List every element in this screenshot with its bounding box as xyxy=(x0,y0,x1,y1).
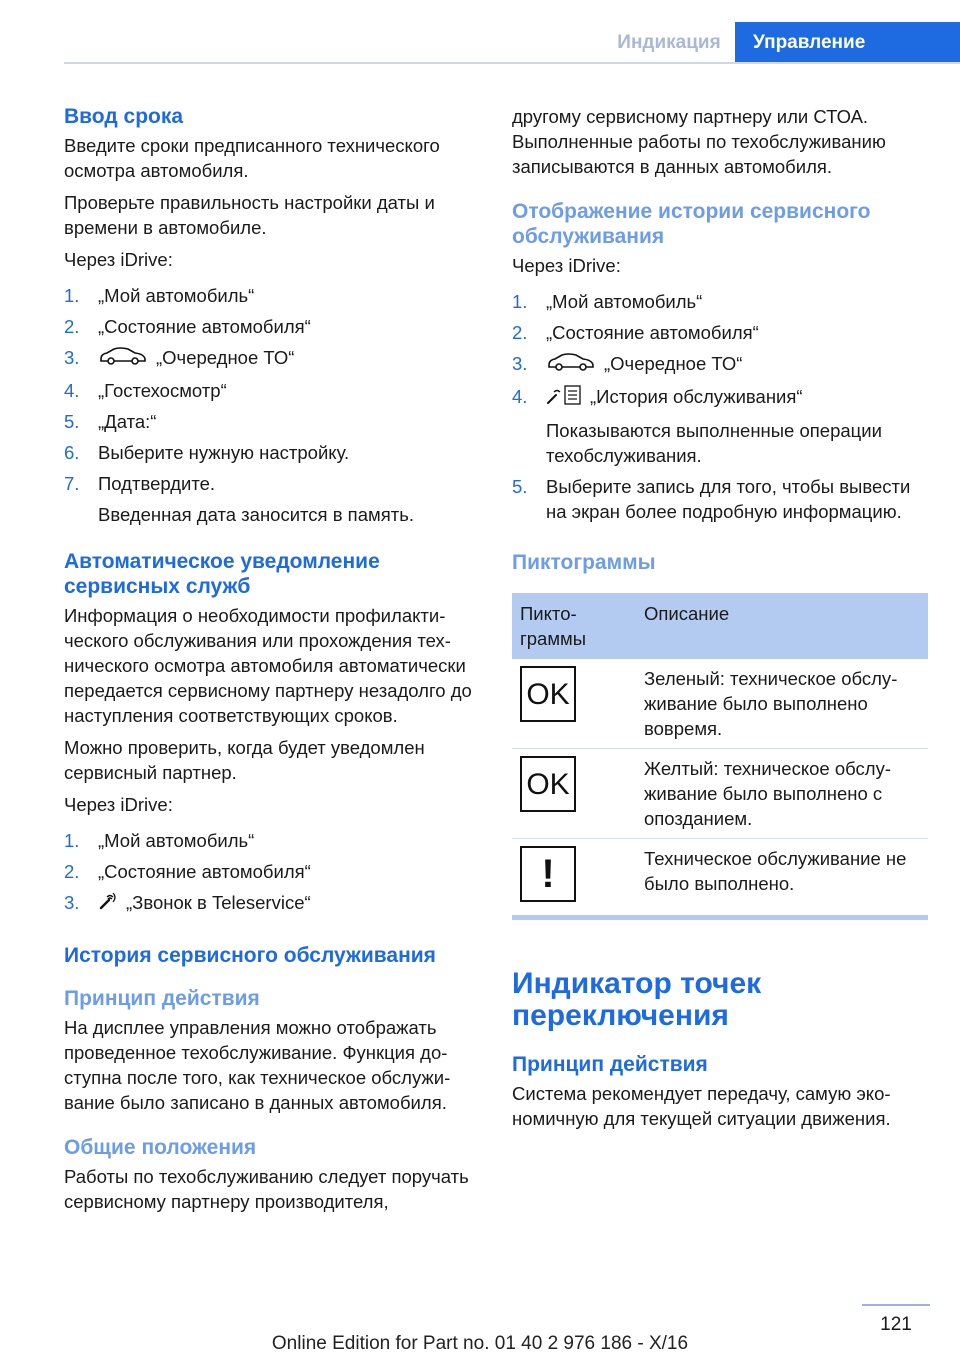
list-item: 5. Выберите запись для того, чтобы вывести на экран более подробную информацию. xyxy=(512,476,911,523)
list-item: 4. „История обслуживания“ Показываются выполненные операции техобслуживания. xyxy=(512,386,882,467)
table-cell-description: Техническое обслуживание не было выполнено. xyxy=(644,848,907,895)
subsection-title-general: Общие положения xyxy=(64,1136,257,1160)
paragraph: На дисплее управления можно отображать проведенное техобслуживание. Функция доступна после того, как техническое обслуживание было записано в данных автомобиля. xyxy=(64,1017,451,1114)
list-item: 6. Выберите нужную настройку. xyxy=(64,442,350,464)
list-item: 3. „Очередное ТО“ xyxy=(512,351,928,378)
header-tab-indication: Индикация xyxy=(617,32,721,53)
table-header-description: Описание xyxy=(636,593,928,659)
edition-line: Online Edition for Part no. 01 40 2 976 186 - X/16 xyxy=(271,1333,689,1354)
steps-list-date xyxy=(64,283,484,527)
list-item: 2. „Состояние автомобиля“ xyxy=(512,322,759,343)
page-number: 121 xyxy=(880,1314,912,1335)
footer-rule xyxy=(862,1304,930,1306)
table-cell-description: Желтый: техническое обслуживание было выполнено с опозданием. xyxy=(636,749,928,839)
exclamation-pictogram: ! xyxy=(520,846,576,902)
header-rule xyxy=(64,62,960,64)
subsection-title-principle: Принцип действия xyxy=(64,987,260,1011)
section-title-service-history: История сервисного обслуживания xyxy=(64,944,436,968)
paragraph: Введите сроки предписанного технического осмотра автомобиля. xyxy=(64,135,440,181)
chapter-title-shift-indicator: Индикатор точек переключения xyxy=(512,967,762,1033)
list-item: 4. „Гостехосмотр“ xyxy=(64,380,227,402)
subsection-title-principle: Принцип действия xyxy=(512,1053,708,1077)
paragraph: Проверьте правильность настройки даты и времени в автомобиле. xyxy=(64,192,435,238)
paragraph: Через iDrive: xyxy=(512,255,621,276)
right-column xyxy=(512,98,928,1131)
section-title-auto-notification: Автоматическое уведомление сервисных служб xyxy=(64,550,380,599)
table-row xyxy=(512,749,928,839)
paragraph: Система рекомендует передачу, самую экономичную для текущей ситуации движения. xyxy=(512,1083,891,1130)
steps-list-history xyxy=(512,289,928,524)
list-item: 1. „Мой автомобиль“ xyxy=(64,285,255,306)
car-icon xyxy=(98,346,148,372)
paragraph: Через iDrive: xyxy=(64,249,173,270)
table-cell-description: Зеленый: техническое обслуживание было выполнено вовремя. xyxy=(636,659,928,749)
ok-green-pictogram: OK xyxy=(520,666,576,722)
left-column xyxy=(64,98,484,1214)
list-item: 1. „Мой автомобиль“ xyxy=(512,291,703,312)
list-item: 1. „Мой автомобиль“ xyxy=(64,830,255,852)
section-title-date-entry: Ввод срока xyxy=(64,105,184,128)
list-item: 2. „Состояние автомобиля“ xyxy=(64,316,311,337)
paragraph: Через iDrive: xyxy=(64,794,173,816)
list-item: 3. „Очередное ТО“ xyxy=(64,345,484,372)
service-history-icon xyxy=(546,384,582,412)
wrench-signal-icon xyxy=(98,891,118,917)
list-item: 2. „Состояние автомобиля“ xyxy=(64,861,311,883)
section-title-show-history: Отображение истории сервисного обслуживания xyxy=(512,200,871,248)
paragraph: Информация о необходимости профилактического обслуживания или прохождения технического осмотра автомобиля автоматически передается сервисному партнеру незадолго до наступления соответствующих сроков. xyxy=(64,605,472,727)
ok-yellow-pictogram: OK xyxy=(520,756,576,812)
paragraph: другому сервисному партнеру или СТОА. Выполненные работы по техобслуживанию записываются в данных автомобиля. xyxy=(512,106,886,177)
table-row xyxy=(512,839,928,910)
list-item: 7. Подтвердите. Введенная дата заносится в память. xyxy=(64,473,414,526)
paragraph: Можно проверить, когда будет уведомлен сервисный партнер. xyxy=(64,737,425,784)
list-item: 3. „Звонок в Teleservice“ xyxy=(64,890,484,917)
paragraph: Работы по техобслуживанию следует поручать сервисному партнеру производителя, xyxy=(64,1166,469,1213)
steps-list-teleservice xyxy=(64,828,484,917)
table-row xyxy=(512,659,928,749)
list-item: 5. „Дата:“ xyxy=(64,411,157,433)
pictogram-table xyxy=(512,593,928,909)
header-tab-controls: Управление xyxy=(735,22,960,62)
table-header-row xyxy=(512,593,928,659)
table-bottom-rule xyxy=(512,915,928,920)
car-icon xyxy=(546,352,596,378)
table-header-pictograms: Пиктограммы xyxy=(512,593,636,659)
section-title-pictograms: Пиктограммы xyxy=(512,551,656,575)
